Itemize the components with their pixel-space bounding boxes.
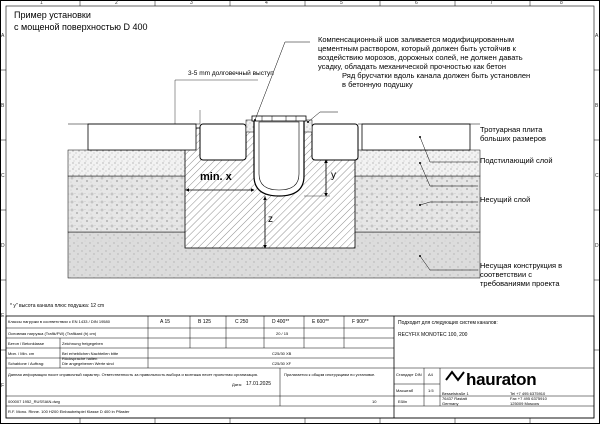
drawing-subtitle: с мощеной поверхностью D 400 [14, 22, 148, 32]
grid-col-5: 5 [340, 0, 343, 6]
grid-row-b: B [1, 103, 5, 109]
contact-2: Fax +7 495 6375910 [510, 396, 547, 401]
class-c250: C 250 [235, 319, 249, 325]
bars-line-2: в бетонную подушку [342, 80, 413, 89]
class-d400: D 400** [272, 319, 290, 325]
grid-row-c-right: C [595, 173, 599, 179]
grid-col-8: 8 [560, 0, 563, 6]
std-label: Стандарт DIN [396, 372, 422, 377]
compensation-line-4: усадку, обладать механической прочностью как бетон [318, 62, 506, 71]
joint-callout: 3-5 mm долговечный выступ [188, 70, 274, 77]
grid-col-3: 3 [190, 0, 193, 6]
scale-label: Масштаб [396, 388, 414, 393]
contact-note-1: Bei erheblichen Nachteilen bitte [62, 351, 119, 356]
grid-row-a: A [1, 33, 5, 39]
min-label: Мин. / Min. cm [8, 351, 35, 356]
compensation-line-2: цементным раствором, который должен быть устойчив к [318, 44, 516, 53]
contact-1: Tel +7 495 6375910 [510, 391, 546, 396]
contact-3: 125009 Moscow [510, 401, 540, 406]
bars-line-1: Ряд брусчатки вдоль канала должен быть установлен [342, 71, 531, 80]
grid-row-b-right: B [595, 103, 599, 109]
class-a15: A 15 [160, 319, 171, 325]
disclaimer: Данная информация носит справочный характер. Ответственность за правильность выбора и монтажа несет проектная организация. [8, 372, 259, 377]
address-3: Germany [442, 401, 459, 406]
sheet-number: 10 [372, 399, 377, 404]
concrete-class-label: Бетон / Betonklasse [8, 341, 45, 346]
d400-concrete-xf: C25/30 XF [272, 361, 292, 366]
grid-col-2: 2 [115, 0, 118, 6]
suitable-header: Подходит для следующих систем каналов: [398, 320, 498, 326]
dim-min-x: min. x [200, 171, 232, 183]
load-class-label: Классы нагрузки в соответствии с EN 1433 / DIN 19580 [8, 319, 110, 324]
address-1: Besselstraße 1 [442, 391, 469, 396]
std-value: A4 [428, 372, 433, 377]
footnote: * y" высота канала плюс подушка: 12 cm [10, 303, 105, 309]
address-2: 76437 Rastatt [442, 396, 467, 401]
grid-row-a-right: A [595, 33, 599, 39]
d400-concrete-xb: C25/30 XB [272, 351, 292, 356]
dim-z: z [268, 214, 273, 225]
class-e600: E 600** [312, 319, 329, 325]
label-base: Несущий слой [480, 195, 531, 204]
grid-row-d-right: D [595, 243, 599, 249]
class-b125: B 125 [198, 319, 212, 325]
grid-col-6: 6 [415, 0, 418, 6]
min-values-note-1: Die angegebenen Werte sind [62, 361, 114, 366]
system-name: RECYFIX MONOTEC 100, 200 [398, 332, 468, 338]
label-subbase-3: требованиями проекта [480, 279, 560, 288]
grid-row-c: C [1, 173, 5, 179]
grid-row-d: D [1, 243, 5, 249]
grid-col-1: 1 [40, 0, 43, 6]
grid-row-e: E [1, 313, 5, 319]
label-paving-2: больших размеров [480, 134, 546, 143]
grid-col-4: 4 [265, 0, 268, 6]
compensation-line-3: воздействию морозов, дорожных солей, не должен давать [318, 53, 523, 62]
date-value: 17.01.2025 [246, 381, 272, 387]
class-f900: F 900** [352, 319, 369, 325]
install-note: Прилагается к общим инструкциям по установке. [284, 372, 376, 377]
label-subbase-2: соответствии с [480, 270, 533, 279]
grid-row-f: F [1, 383, 5, 389]
contact-note-2: Rücksprache halten [62, 356, 98, 361]
label-bedding: Подстилающий слой [480, 156, 553, 165]
drawing-description: R.F. Mono. Rinne. 100 H200 Einbaubeispiel Klasse D 400 in Pflaster [8, 409, 130, 414]
traffic-load-label: Основная нагрузка (Trafik/FW) (Trafikard (h) cm) [8, 331, 97, 336]
released-note: Zeichnung freigegeben [62, 341, 103, 346]
date-label: Дата: [232, 382, 242, 387]
template-label: Schablone / Auftrag: [8, 361, 45, 366]
scale-value: 1:5 [428, 388, 434, 393]
compensation-line-1: Компенсационный шов заливается модифицированным [318, 35, 515, 44]
company-logo: hauraton [466, 370, 537, 389]
label-subbase-1: Несущая конструкция в [480, 261, 563, 270]
label-paving-1: Тротуарная плита [480, 125, 543, 134]
drawing-title: Пример установки [14, 10, 91, 20]
file-name: 000007 1952_RUSSIAN.dwg [8, 399, 60, 404]
d400-traffic: 20 / 15 [276, 331, 289, 336]
dim-y: y [331, 170, 336, 181]
grid-col-7: 7 [490, 0, 493, 6]
format-label: Eßlin [398, 399, 408, 404]
